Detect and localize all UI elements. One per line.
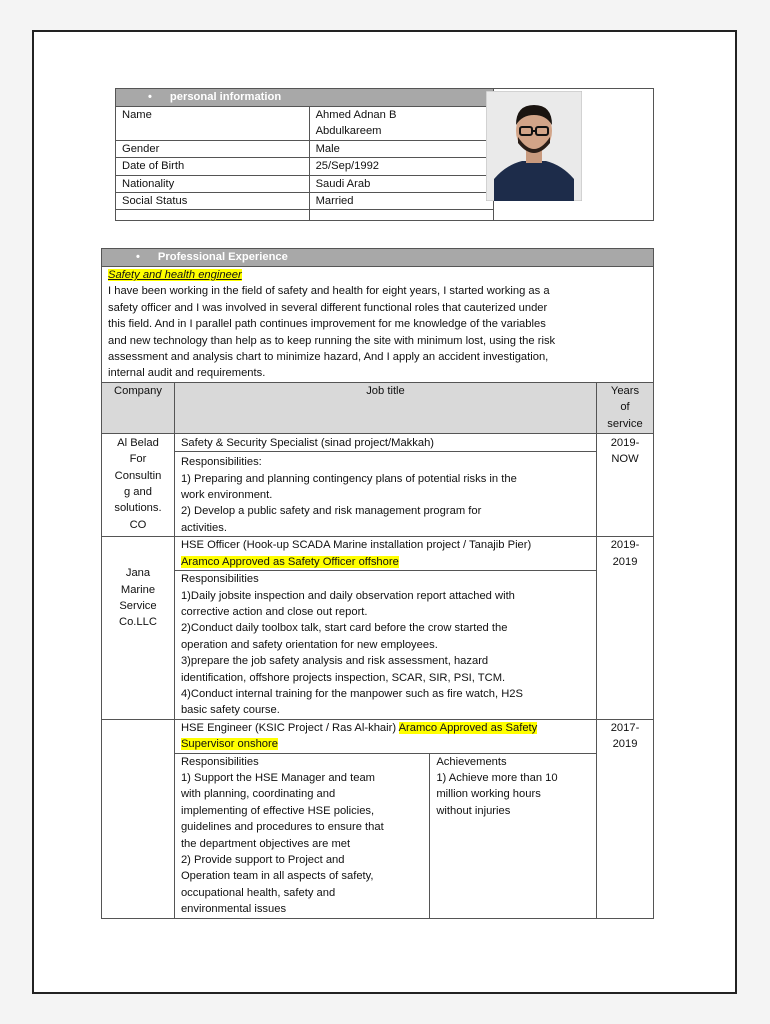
personal-info-table bbox=[115, 88, 654, 221]
job-row bbox=[102, 433, 654, 451]
photo-cell bbox=[494, 89, 654, 221]
years-cell: 2017- 2019 bbox=[597, 719, 654, 918]
role-title: Safety and health engineer bbox=[108, 269, 242, 281]
experience-header: • Professional Experience bbox=[102, 249, 654, 267]
info-row-dob: Date of Birth 25/Sep/1992 bbox=[116, 158, 654, 175]
column-job-title: Job title bbox=[174, 382, 596, 433]
approval-highlight: Aramco Approved as Safety bbox=[398, 721, 538, 734]
company-cell: Al Belad For Consultin g and solutions. CO bbox=[102, 433, 175, 536]
job-row bbox=[102, 719, 654, 753]
approval-highlight: Supervisor onshore bbox=[180, 738, 278, 751]
job-title-cell: Safety & Security Specialist (sinad project/Makkah) bbox=[174, 433, 596, 451]
years-cell: 2019- 2019 bbox=[597, 537, 654, 719]
experience-summary: Safety and health engineer I have been working in the field of safety and health for eight years, I started working as a safety officer and I was involved in several different functional roles that cauterized under this field. And in I parallel path continues improvement for me knowledge of the variables and new technology than help as to keep running the site with minimum lost, using the risk assessment and analysis chart to minimize hazard, And I apply an accident investigation, internal audit and requirements. bbox=[102, 267, 654, 383]
approval-highlight: Aramco Approved as Safety Officer offshore bbox=[180, 555, 399, 568]
column-years: Years of service bbox=[597, 382, 654, 433]
job-title-cell: HSE Officer (Hook-up SCADA Marine installation project / Tanajib Pier) Aramco Approved as Safety Officer offshore bbox=[174, 537, 596, 571]
years-cell: 2019- NOW bbox=[597, 433, 654, 536]
job-title-cell: HSE Engineer (KSIC Project / Ras Al-khair) Aramco Approved as Safety Supervisor onshore bbox=[174, 719, 596, 753]
achievements-cell: Achievements 1) Achieve more than 10 million working hours without injuries bbox=[430, 753, 597, 918]
info-row-social-status: Social Status Married bbox=[116, 193, 654, 210]
company-cell: Jana Marine Service Co.LLC bbox=[102, 537, 175, 719]
column-company: Company bbox=[102, 382, 175, 433]
personal-info-header: • personal information bbox=[116, 89, 494, 107]
info-row-gender: Gender Male bbox=[116, 140, 654, 157]
bullet-icon: • bbox=[148, 91, 152, 103]
info-row-name: Name Ahmed Adnan B Abdulkareem bbox=[116, 107, 654, 141]
experience-table bbox=[101, 248, 654, 919]
responsibilities-cell: Responsibilities 1) Support the HSE Manager and team with planning, coordinating and implementing of effective HSE policies, guidelines and procedures to ensure that the department objectives are met 2) Provide support to Project and Operation team in all aspects of safety, occupational health, safety and environmental issues bbox=[174, 753, 429, 918]
info-row-nationality: Nationality Saudi Arab bbox=[116, 175, 654, 192]
profile-photo bbox=[486, 91, 582, 201]
responsibilities-cell: Responsibilities 1)Daily jobsite inspection and daily observation report attached with corrective action and close out report. 2)Conduct daily toolbox talk, start card before the crow started the operation and safety orientation for new employees. 3)prepare the job safety analysis and risk assessment, hazard identification, offshore projects inspection, SCAR, SIR, PSI, TCM. 4)Conduct internal training for the manpower such as fire watch, H2S basic safety course. bbox=[174, 571, 596, 720]
bullet-icon: • bbox=[136, 251, 140, 263]
responsibilities-cell: Responsibilities: 1) Preparing and planning contingency plans of potential risks in the work environment. 2) Develop a public safety and risk management program for activities. bbox=[174, 452, 596, 537]
company-cell bbox=[102, 719, 175, 918]
job-row bbox=[102, 537, 654, 571]
